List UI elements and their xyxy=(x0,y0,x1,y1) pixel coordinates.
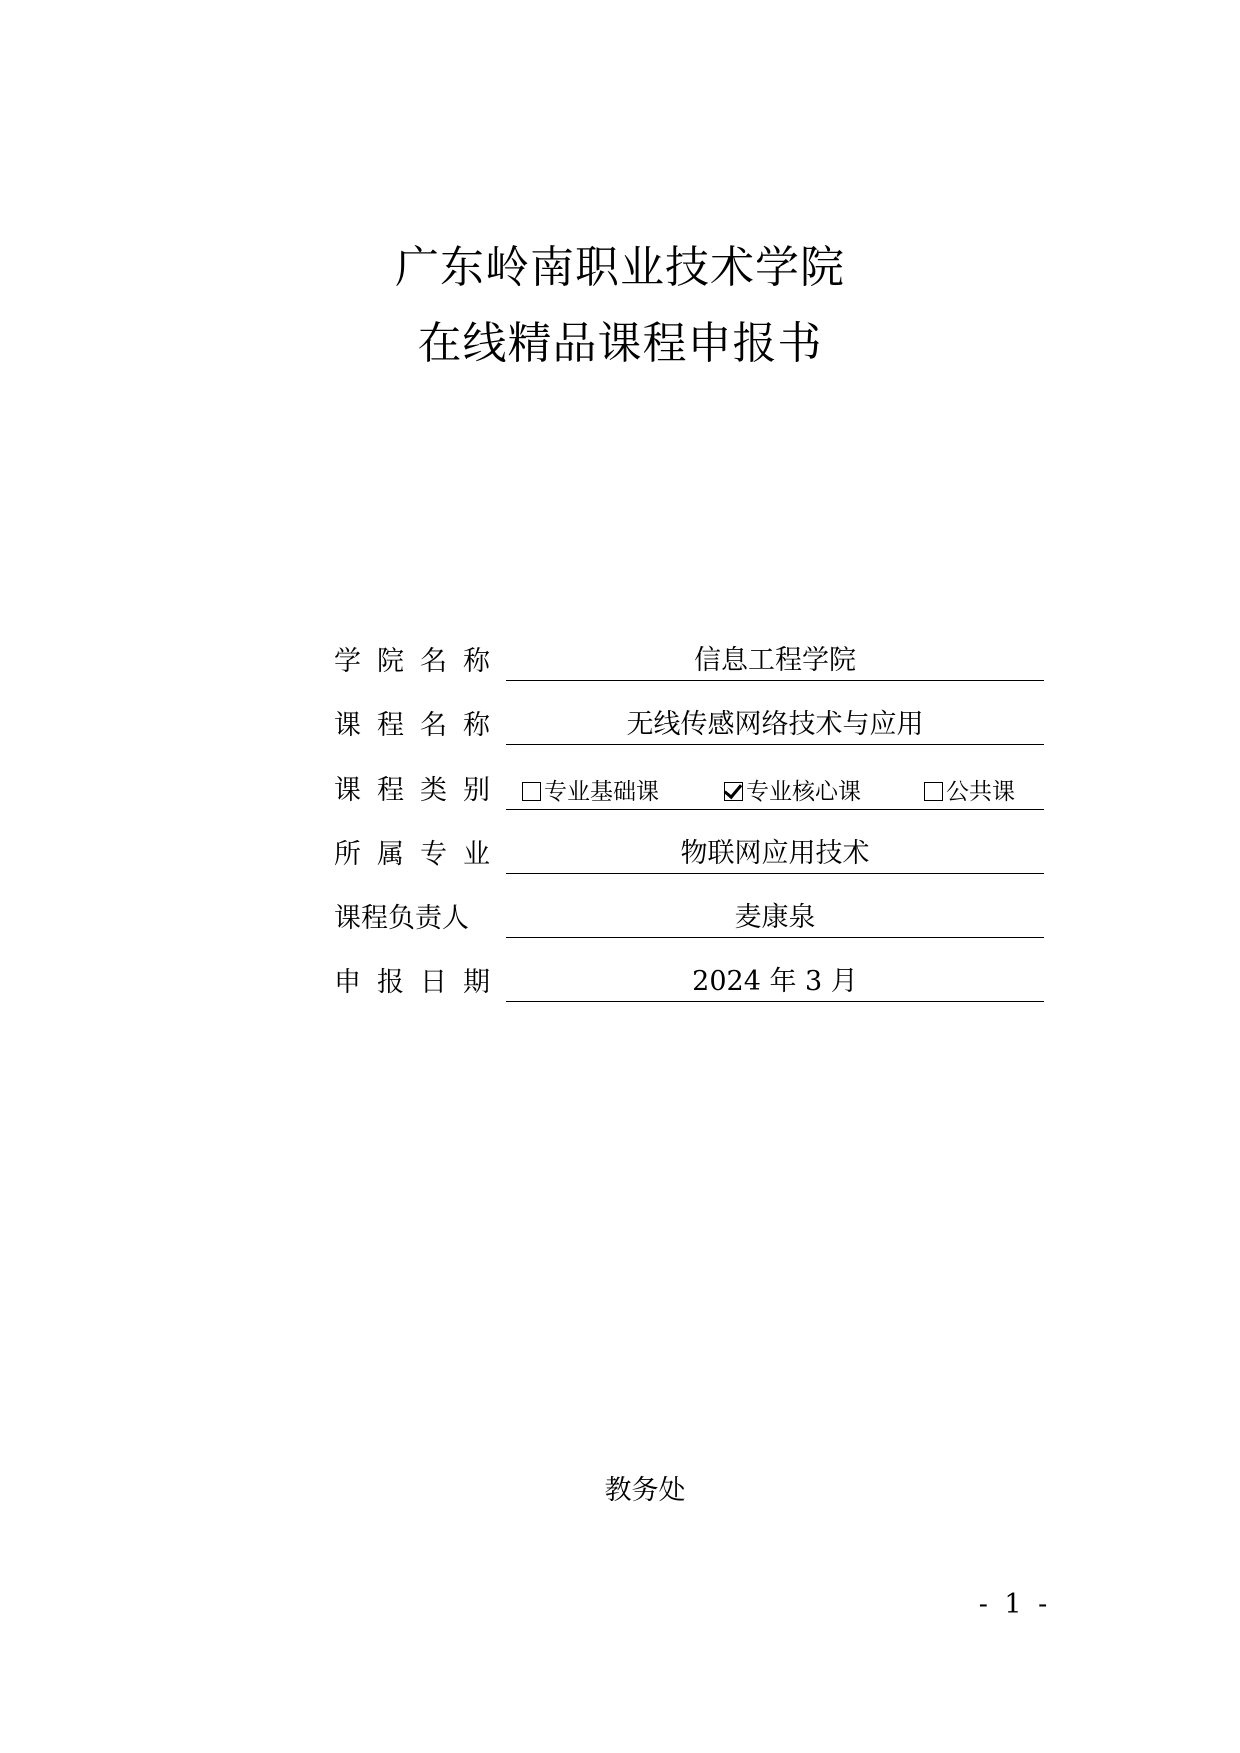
course-lead-label: 课程负责人 xyxy=(334,903,469,934)
checkbox-checked-icon[interactable] xyxy=(724,782,743,801)
option-professional-core[interactable]: 专业核心课 xyxy=(724,775,861,809)
form-row-course-name xyxy=(334,705,1044,745)
date-label: 申 报 日 期 xyxy=(334,967,490,998)
major-label: 所 属 专 业 xyxy=(334,839,490,870)
date-value[interactable]: 2024 年 3 月 xyxy=(506,965,1044,1002)
issuing-office: 教务处 xyxy=(604,1475,686,1506)
document-title-institution: 广东岭南职业技术学院 xyxy=(395,242,845,293)
page-number: - 1 - xyxy=(978,1589,1052,1620)
major-value[interactable]: 物联网应用技术 xyxy=(506,837,1044,874)
option-public[interactable]: 公共课 xyxy=(924,775,1015,809)
course-name-label: 课 程 名 称 xyxy=(334,710,490,741)
college-label: 学 院 名 称 xyxy=(334,646,490,677)
form-row-college xyxy=(334,641,1044,681)
checkbox-unchecked-icon[interactable] xyxy=(522,782,541,801)
course-name-value[interactable]: 无线传感网络技术与应用 xyxy=(506,708,1044,745)
document-title-form: 在线精品课程申报书 xyxy=(417,318,823,369)
course-lead-value[interactable]: 麦康泉 xyxy=(506,901,1044,938)
course-type-label: 课 程 类 别 xyxy=(334,775,490,806)
college-value[interactable]: 信息工程学院 xyxy=(506,644,1044,681)
form-row-major xyxy=(334,834,1044,874)
course-type-options xyxy=(506,773,1044,810)
checkbox-unchecked-icon[interactable] xyxy=(924,782,943,801)
form-row-course-type xyxy=(334,770,1044,810)
form-row-course-lead xyxy=(334,898,1044,938)
option-professional-basic[interactable]: 专业基础课 xyxy=(522,775,659,809)
form-row-date xyxy=(334,962,1044,1002)
